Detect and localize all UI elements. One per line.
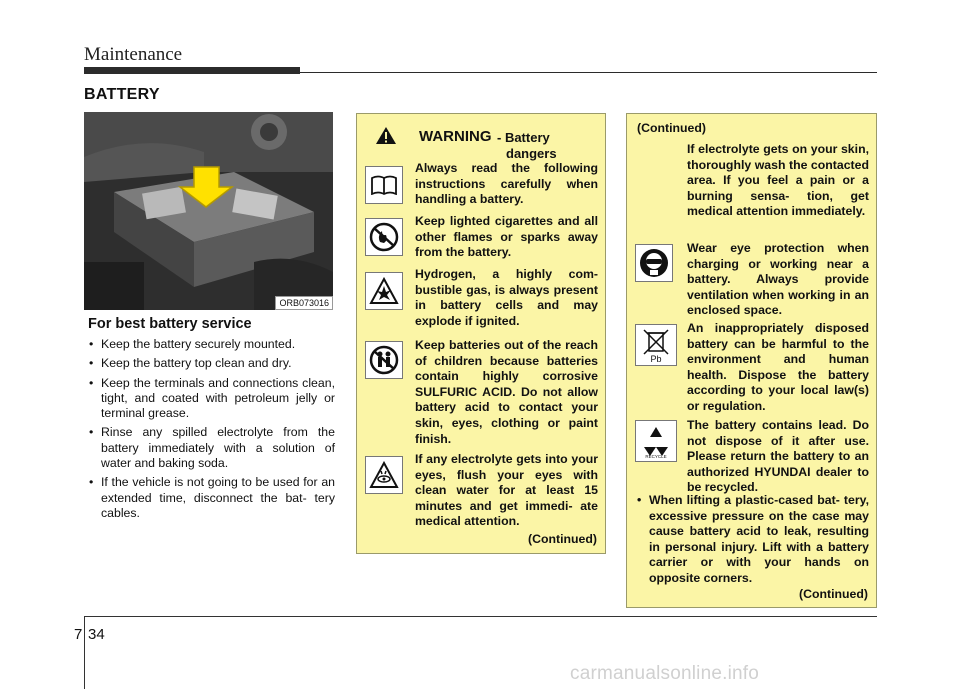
tips-list: [88, 337, 335, 525]
continued-item-text: If electrolyte gets on your skin, thoroughly wash the contacted area. If you feel a pain or a burning sensa- tion, get medical attention immediately.: [687, 142, 869, 219]
eye-protection-icon: [635, 244, 673, 282]
continued-label: (Continued): [799, 587, 868, 601]
header-section-title: Maintenance: [84, 44, 183, 65]
lifting-bullet-text: When lifting a plastic-cased bat- tery, excessive pressure on the case may cause battery acid to leak, resulting in personal injury. Lift with a battery carrier or with your hands on opposite corners.: [649, 493, 869, 585]
list-item: • Keep the terminals and connections clean, tight, and coated with petroleum jelly or terminal grease.: [88, 376, 335, 422]
pb-label: Pb: [650, 354, 662, 363]
explosion-icon: [365, 272, 403, 310]
list-item: • If the vehicle is not going to be used for an extended time, disconnect the bat- tery cables.: [88, 475, 335, 521]
watermark: carmanualsonline.info: [570, 663, 760, 684]
warning-item-text: Keep batteries out of the reach of children because batteries contain highly corrosive SULFURIC ACID. Do not allow battery acid to contact your skin, eyes, clothing or paint finish.: [415, 338, 598, 446]
header-rule: [300, 72, 877, 73]
warning-item-text: Hydrogen, a highly com- bustible gas, is always present in battery cells and may explode if ignited.: [415, 267, 598, 328]
recycle-label: RECYCLE: [645, 454, 667, 459]
continued-header: (Continued): [637, 121, 706, 135]
warning-item-text: Keep lighted cigarettes and all other flames or sparks away from the battery.: [415, 214, 598, 260]
bullet-dot: •: [637, 493, 642, 507]
section-title: BATTERY: [84, 86, 160, 103]
list-item: • Keep the battery top clean and dry.: [88, 356, 335, 371]
tips-title: For best battery service: [88, 316, 252, 332]
continued-item-text: The battery contains lead. Do not dispose of it after use. Please return the battery to an authorized HYUNDAI dealer to be recycled.: [687, 418, 869, 495]
lifting-bullet: [637, 493, 869, 587]
eye-acid-splash-icon: [365, 456, 403, 494]
no-smoking-flame-icon: [365, 218, 403, 256]
page-number: 34: [88, 626, 105, 643]
warning-subtitle-2: dangers: [506, 146, 557, 161]
keep-away-children-icon: [365, 341, 403, 379]
continued-item-text: Wear eye protection when charging or working near a battery. Always provide ventilation when working in an enclosed space.: [687, 241, 869, 318]
photo-code: ORB073016: [275, 296, 333, 310]
continued-panel: [626, 113, 877, 608]
chapter-number: 7: [74, 626, 83, 643]
crossed-bin-pb-icon: [635, 324, 677, 366]
list-item: • Keep the battery securely mounted.: [88, 337, 335, 352]
warning-item-text: Always read the following instructions carefully when handling a battery.: [415, 161, 598, 207]
warning-triangle-icon: [375, 126, 397, 145]
warning-item-text: If any electrolyte gets into your eyes, flush your eyes with clean water for at least 15 minutes and get immedi- ate medical attention.: [415, 452, 598, 529]
continued-item-text: An inappropriately disposed battery can be harmful to the environment and human health. Dispose the battery according to your local law(s) or regulation.: [687, 321, 869, 413]
warning-panel: [356, 113, 606, 554]
list-item: • Rinse any spilled electrolyte from the battery immediately with a solution of water and baking soda.: [88, 425, 335, 471]
header-bar: [84, 67, 300, 74]
footer-divider: [84, 616, 85, 689]
manual-book-icon: [365, 166, 403, 204]
battery-photo: [84, 112, 333, 310]
warning-subtitle: - Battery: [497, 130, 550, 145]
continued-label: (Continued): [528, 532, 597, 546]
footer-rule: [84, 616, 877, 617]
warning-word: WARNING: [419, 128, 492, 145]
recycle-icon: [635, 420, 677, 462]
